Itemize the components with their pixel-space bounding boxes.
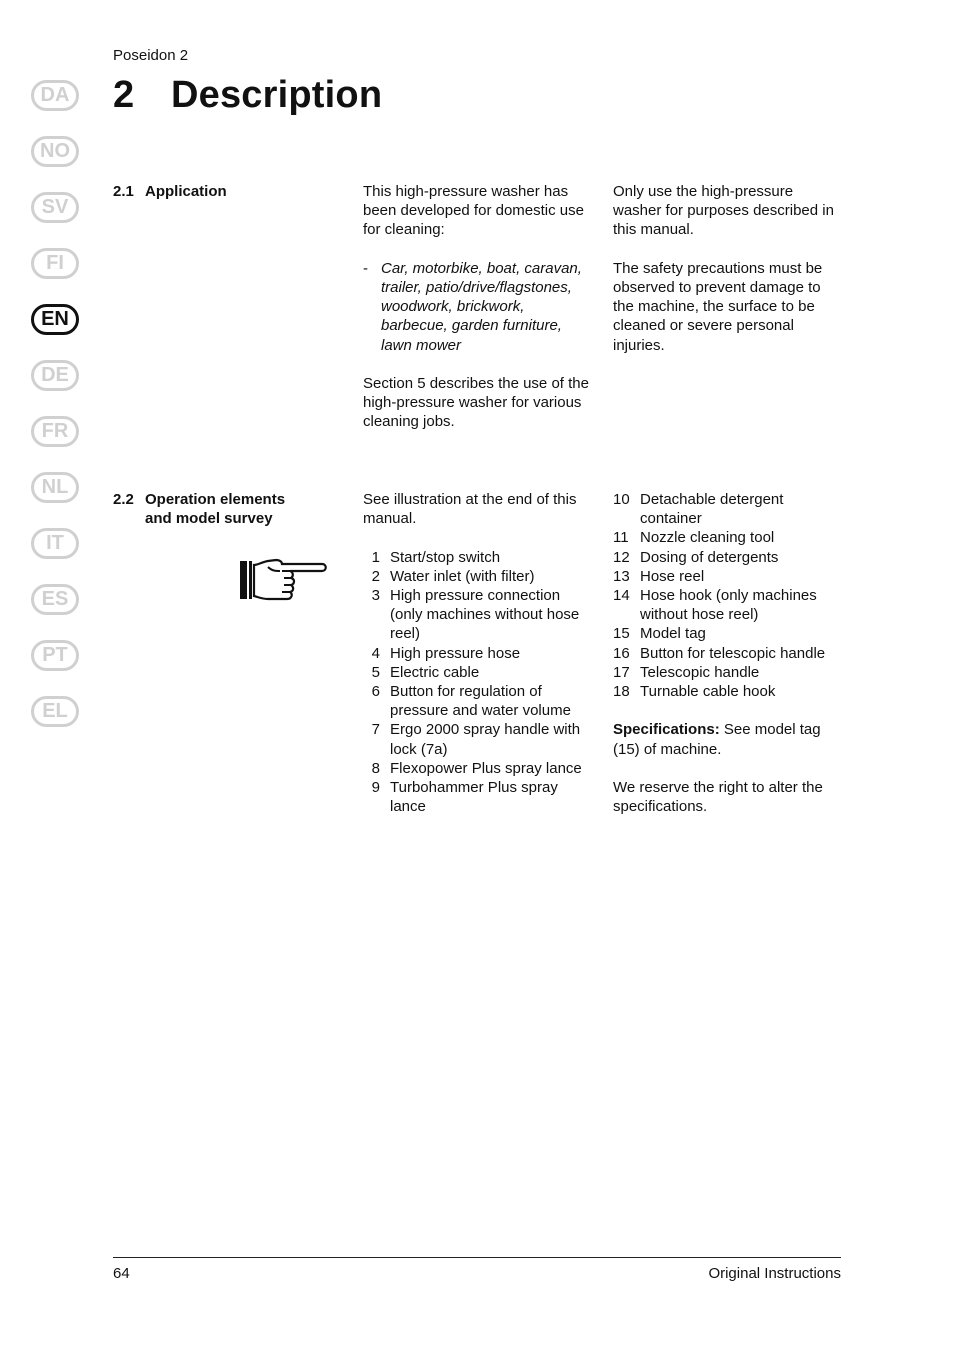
list-item — [363, 759, 595, 778]
application-uses-item — [363, 259, 595, 355]
language-tab-nl: NL — [31, 472, 79, 503]
item-number: 4 — [371, 644, 380, 662]
list-item — [613, 663, 847, 682]
item-number: 13 — [613, 567, 630, 585]
language-tab-fi: FI — [31, 248, 79, 279]
list-item — [363, 720, 595, 758]
specifications-label: Specifications: — [613, 721, 720, 739]
item-number: 14 — [613, 587, 630, 605]
product-name: Poseidon 2 — [113, 47, 189, 64]
operation-elements-column-2 — [613, 490, 847, 816]
item-number: 17 — [613, 663, 630, 681]
language-tab-pt: PT — [31, 640, 79, 671]
item-text: Model tag — [640, 625, 706, 643]
language-tab-en: EN — [31, 304, 79, 335]
item-text: Button for regulation of pressure and water volume — [390, 683, 571, 720]
list-item — [613, 548, 847, 567]
section-title-line1: Operation elements — [145, 491, 286, 508]
item-number: 16 — [613, 644, 630, 662]
list-item — [363, 548, 595, 567]
list-item — [613, 586, 847, 624]
list-dash: - — [363, 259, 368, 277]
uses-text: Car, motorbike, boat, caravan, trailer, patio/drive/flagstones, woodwork, brickwork, barbecue, garden furniture, lawn mower — [381, 259, 582, 354]
reserve-note: We reserve the right to alter the specifications. — [613, 779, 823, 816]
item-text: Turbohammer Plus spray lance — [390, 779, 558, 816]
item-text: High pressure connection (only machines without hose reel) — [390, 587, 580, 643]
item-number: 8 — [371, 759, 380, 777]
language-tab-da: DA — [31, 80, 79, 111]
item-number: 9 — [371, 779, 380, 797]
section-number: 2.1 — [113, 183, 134, 200]
list-item — [613, 682, 847, 701]
list-item — [363, 567, 595, 586]
item-text: Start/stop switch — [390, 548, 501, 566]
item-number: 15 — [613, 625, 630, 643]
only-use-note: Only use the high-pressure washer for purposes described in this manual. — [613, 183, 834, 239]
language-tab-it: IT — [31, 528, 79, 559]
section5-note: Section 5 describes the use of the high-pressure washer for various cleaning jobs. — [363, 375, 589, 431]
list-item — [363, 586, 595, 644]
language-tab-es: ES — [31, 584, 79, 615]
item-text: Ergo 2000 spray handle with lock (7a) — [390, 721, 581, 758]
item-text: Hose hook (only machines without hose reel) — [640, 587, 817, 624]
section-heading-operation-elements — [113, 490, 313, 528]
item-number: 7 — [371, 721, 380, 739]
language-tab-el: EL — [31, 696, 79, 727]
item-text: High pressure hose — [390, 644, 521, 662]
list-item — [613, 644, 847, 663]
list-item — [363, 644, 595, 663]
item-number: 5 — [371, 663, 380, 681]
language-tab-de: DE — [31, 360, 79, 391]
item-text: Dosing of detergents — [640, 548, 779, 566]
operation-elements-column-1 — [363, 490, 595, 816]
list-item — [363, 682, 595, 720]
item-number: 10 — [613, 491, 630, 508]
language-tab-fr: FR — [31, 416, 79, 447]
item-text: Water inlet (with filter) — [390, 567, 535, 585]
section-title-line2: and model survey — [145, 510, 273, 528]
item-number: 3 — [371, 587, 380, 604]
list-item — [613, 567, 847, 586]
item-number: 1 — [371, 548, 380, 566]
item-number: 11 — [613, 529, 629, 547]
language-tab-no: NO — [31, 136, 79, 167]
specifications-note — [613, 720, 847, 758]
item-text: Button for telescopic handle — [640, 644, 826, 662]
page-number: 64 — [113, 1265, 130, 1282]
safety-note: The safety precautions must be observed to prevent damage to the machine, the surface to be cleaned or severe personal injuries. — [613, 259, 823, 354]
item-number: 2 — [371, 567, 380, 585]
item-text: Electric cable — [390, 663, 480, 681]
application-column-2 — [613, 182, 845, 355]
chapter-heading — [113, 74, 382, 117]
section-number: 2.2 — [113, 491, 134, 508]
item-text: Flexopower Plus spray lance — [390, 759, 582, 777]
illustration-note: See illustration at the end of this manual. — [363, 491, 577, 528]
section-title: Application — [145, 183, 227, 200]
list-item — [613, 624, 847, 643]
language-tab-sv: SV — [31, 192, 79, 223]
list-item — [363, 778, 595, 816]
item-text: Hose reel — [640, 567, 705, 585]
item-text: Telescopic handle — [640, 663, 760, 681]
item-number: 6 — [371, 683, 380, 701]
item-number: 12 — [613, 548, 630, 566]
application-intro: This high-pressure washer has been developed for domestic use for cleaning: — [363, 183, 584, 239]
specifications-text: See model tag (15) of machine. — [613, 721, 821, 758]
footer-divider — [113, 1257, 841, 1258]
item-text: Detachable detergent container — [640, 491, 784, 528]
pointing-hand-icon — [238, 557, 330, 603]
item-number: 18 — [613, 683, 630, 701]
chapter-number: 2 — [113, 74, 135, 116]
application-column-1 — [363, 182, 595, 432]
section-heading-application — [113, 182, 227, 201]
footer-label: Original Instructions — [708, 1265, 841, 1282]
list-item — [363, 663, 595, 682]
list-item — [613, 528, 847, 547]
item-text: Turnable cable hook — [640, 683, 776, 701]
list-item — [613, 490, 847, 528]
item-text: Nozzle cleaning tool — [640, 529, 775, 547]
chapter-title: Description — [171, 74, 383, 116]
